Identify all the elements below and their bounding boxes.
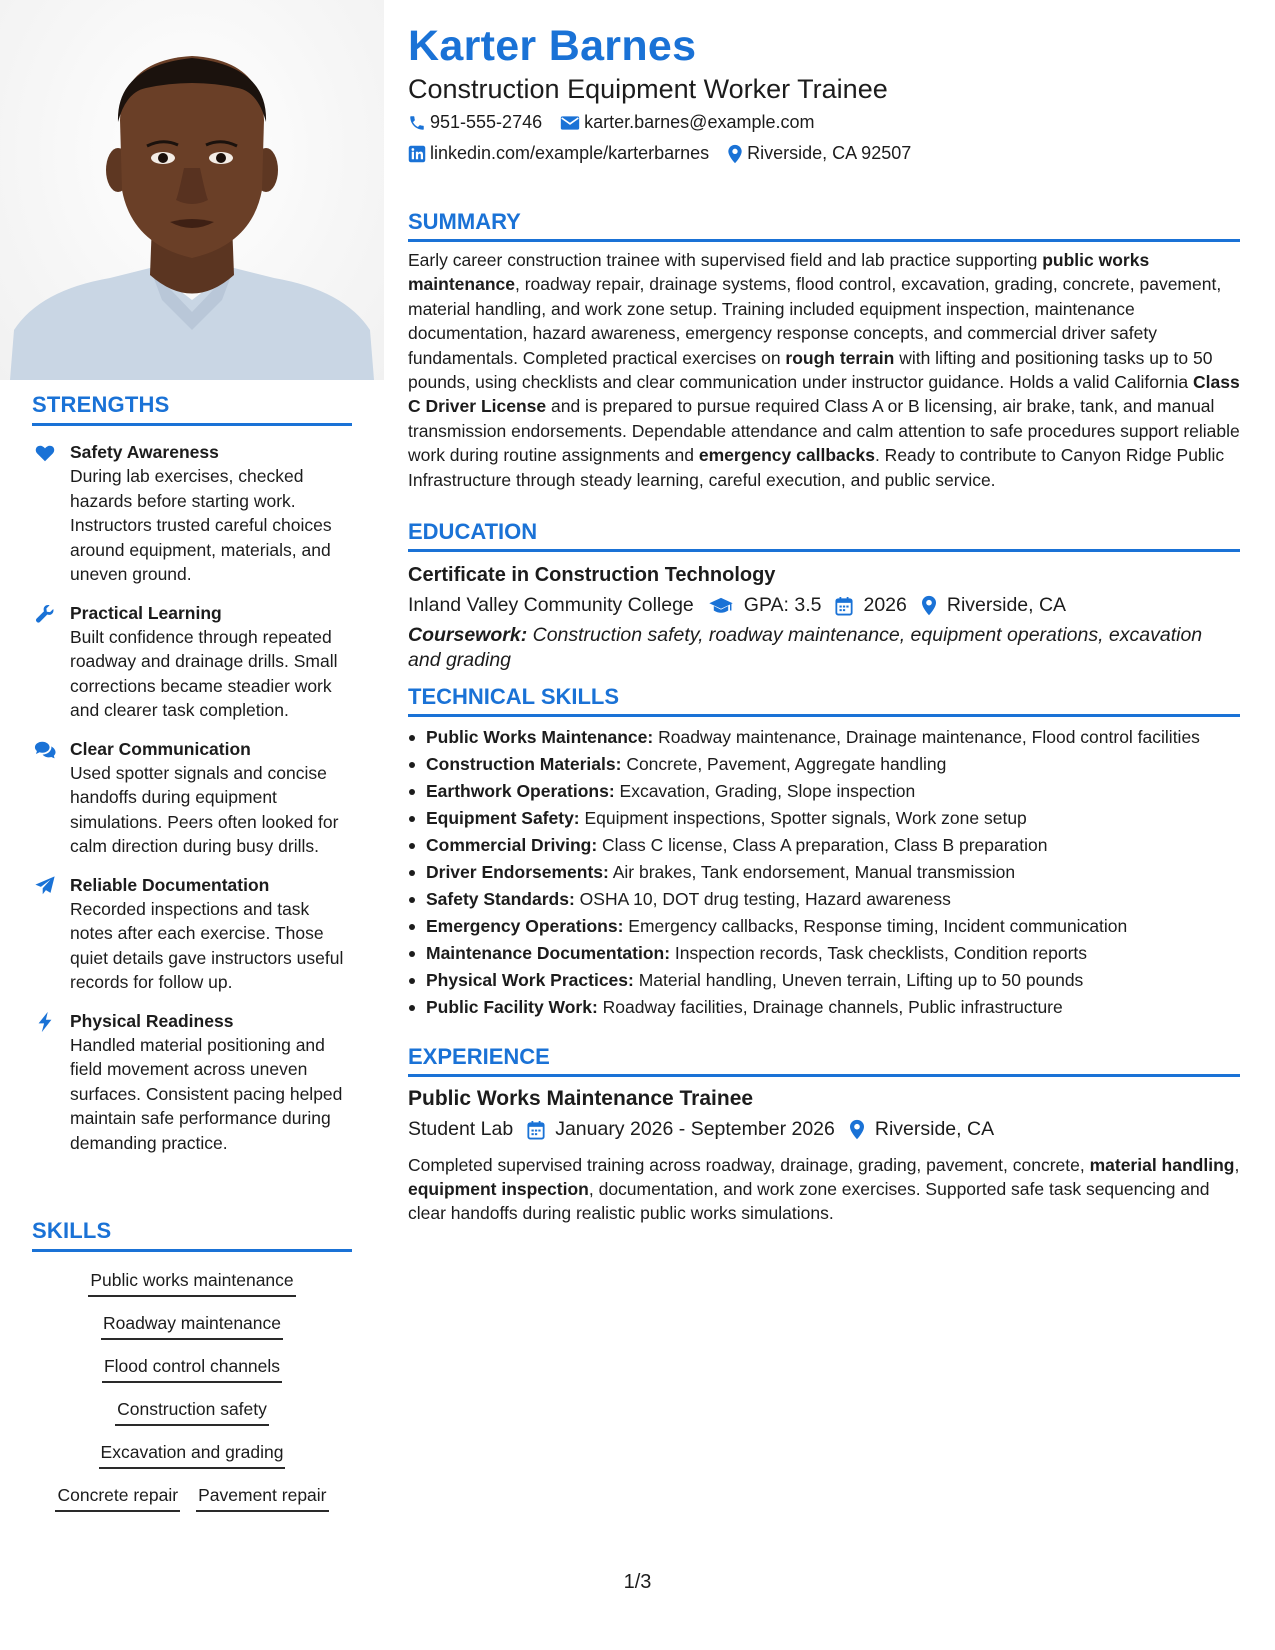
technical-skill-item xyxy=(408,860,1240,884)
graduation-year: 2026 xyxy=(863,594,907,616)
technical-skill-item xyxy=(408,806,1240,830)
skill-category: Equipment Safety: xyxy=(426,808,580,828)
strength-title: Clear Communication xyxy=(70,738,251,759)
summary-heading: SUMMARY xyxy=(408,209,1240,242)
skill-values: Excavation, Grading, Slope inspection xyxy=(614,781,916,801)
sidebar xyxy=(0,0,370,1650)
coursework-label: Coursework: xyxy=(408,624,528,646)
contact-row-1 xyxy=(408,112,832,133)
strengths-section xyxy=(32,392,352,1169)
technical-skill-item xyxy=(408,833,1240,857)
strength-item xyxy=(32,440,352,587)
location-pin-icon xyxy=(921,595,937,616)
strength-description: Handled material positioning and field movement across uneven surfaces. Consistent pacing helped maintain safe performance during demanding practice. xyxy=(70,1034,343,1153)
experience-section xyxy=(408,1044,1240,1225)
skill-category: Construction Materials: xyxy=(426,754,622,774)
wrench-icon xyxy=(34,603,56,625)
bold-phrase: rough terrain xyxy=(785,347,895,368)
experience-org: Student Lab xyxy=(408,1118,514,1140)
candidate-name: Karter Barnes xyxy=(408,22,697,70)
skill-values: Material handling, Uneven terrain, Lifting up to 50 pounds xyxy=(633,970,1084,990)
experience-heading: EXPERIENCE xyxy=(408,1044,1240,1077)
skill-category: Emergency Operations: xyxy=(426,916,624,936)
skill-tag: Excavation and grading xyxy=(99,1440,286,1469)
skill-values: Roadway facilities, Drainage channels, Public infrastructure xyxy=(597,997,1063,1017)
portrait-illustration xyxy=(0,0,384,380)
education-section xyxy=(408,519,1240,673)
skill-tag: Public works maintenance xyxy=(88,1268,295,1297)
bolt-icon xyxy=(34,1011,56,1033)
linkedin-link[interactable]: linkedin.com/example/karterbarnes xyxy=(430,143,710,163)
strengths-list xyxy=(32,440,352,1155)
experience-description xyxy=(408,1153,1240,1225)
skills-section xyxy=(32,1218,352,1526)
text-run: Early career construction trainee with supervised field and lab practice supporting xyxy=(408,250,1043,270)
technical-skills-list xyxy=(408,725,1240,1019)
summary-section xyxy=(408,209,1240,492)
text-run: , documentation, and work zone exercises. Supported safe task sequencing and clear handoffs during realistic public works simulations. xyxy=(408,1179,1210,1223)
skill-tag: Flood control channels xyxy=(102,1354,282,1383)
skill-values: Emergency callbacks, Response timing, Incident communication xyxy=(623,916,1128,936)
skill-tag: Roadway maintenance xyxy=(101,1311,283,1340)
paper-plane-icon xyxy=(34,875,56,897)
experience-location: Riverside, CA xyxy=(874,1118,995,1140)
skill-category: Commercial Driving: xyxy=(426,835,598,855)
graduation-cap-icon xyxy=(708,597,734,615)
summary-text xyxy=(408,248,1240,492)
strength-item xyxy=(32,737,352,859)
bold-phrase: material handling xyxy=(1089,1155,1235,1175)
envelope-icon xyxy=(560,115,580,131)
skill-values: Air brakes, Tank endorsement, Manual transmission xyxy=(608,862,1016,882)
strength-item xyxy=(32,1009,352,1156)
education-meta xyxy=(408,594,1240,617)
strength-description: Used spotter signals and concise handoffs during equipment simulations. Peers often looked for calm direction during busy drills. xyxy=(70,762,339,856)
degree-title: Certificate in Construction Technology xyxy=(408,564,776,586)
skill-category: Physical Work Practices: xyxy=(426,970,634,990)
text-run: , xyxy=(1234,1155,1240,1175)
strength-title: Safety Awareness xyxy=(70,442,219,462)
location-pin-icon xyxy=(727,144,743,164)
text-run: , roadway repair, drainage systems, flood control, excavation, grading, concrete, pavement, material handling, and work zone setup. Training included equipment inspection, maintenance documentation, hazard awareness, emergency response concepts, and commercial driver safety fundamentals. Completed practical exercises on xyxy=(408,274,1222,368)
technical-skill-item xyxy=(408,752,1240,776)
skill-category: Public Facility Work: xyxy=(426,997,598,1017)
strengths-heading: STRENGTHS xyxy=(32,392,352,426)
skill-values: Roadway maintenance, Drainage maintenance, Flood control facilities xyxy=(653,727,1200,747)
contact-row-2 xyxy=(408,143,929,164)
text-run: Completed supervised training across roadway, drainage, grading, pavement, concrete, xyxy=(408,1155,1090,1175)
skill-category: Safety Standards: xyxy=(426,889,575,909)
strength-item xyxy=(32,601,352,723)
skill-values: Concrete, Pavement, Aggregate handling xyxy=(621,754,947,774)
strength-description: During lab exercises, checked hazards before starting work. Instructors trusted careful choices around equipment, materials, and uneven ground. xyxy=(70,466,332,584)
technical-skill-item xyxy=(408,725,1240,749)
heart-icon xyxy=(34,442,56,464)
phone-icon xyxy=(408,114,426,132)
strength-description: Recorded inspections and task notes after each exercise. Those quiet details gave instructors useful records for follow up. xyxy=(70,898,344,992)
strength-title: Physical Readiness xyxy=(70,1010,234,1031)
technical-skill-item xyxy=(408,995,1240,1019)
skill-tag: Construction safety xyxy=(115,1397,269,1426)
skill-category: Maintenance Documentation: xyxy=(426,943,671,963)
technical-skill-item xyxy=(408,914,1240,938)
skill-tag: Concrete repair xyxy=(55,1483,180,1512)
technical-skill-item xyxy=(408,779,1240,803)
coursework-text: Construction safety, roadway maintenance, equipment operations, excavation and grading xyxy=(408,624,1203,671)
education-heading: EDUCATION xyxy=(408,519,1240,552)
comments-icon xyxy=(34,739,56,761)
technical-skills-section xyxy=(408,684,1240,1022)
location-pin-icon xyxy=(849,1119,865,1140)
skill-values: Equipment inspections, Spotter signals, Work zone setup xyxy=(579,808,1027,828)
technical-skill-item xyxy=(408,887,1240,911)
location-text: Riverside, CA 92507 xyxy=(747,143,912,163)
bold-phrase: Class C Driver License xyxy=(408,372,1240,417)
text-run: . Ready to contribute to Canyon Ridge Public Infrastructure through steady learning, careful execution, and public service. xyxy=(408,445,1225,490)
experience-title: Public Works Maintenance Trainee xyxy=(408,1087,754,1110)
email-address[interactable]: karter.barnes@example.com xyxy=(584,112,815,132)
text-run: and is prepared to pursue required Class A or B licensing, air brake, tank, and manual transmission endorsements. Dependable attendance and calm attention to safe procedures support reliable work during routine assignments and xyxy=(408,396,1240,466)
technical-skill-item xyxy=(408,968,1240,992)
skills-heading: SKILLS xyxy=(32,1218,352,1252)
coursework xyxy=(408,623,1240,673)
phone-number[interactable]: 951-555-2746 xyxy=(430,112,543,132)
text-run: with lifting and positioning tasks up to 50 pounds, using checklists and clear communication under instructor guidance. Holds a valid California xyxy=(408,347,1213,393)
skill-values: OSHA 10, DOT drug testing, Hazard awareness xyxy=(574,889,951,909)
skill-category: Public Works Maintenance: xyxy=(426,727,654,747)
technical-skill-item xyxy=(408,941,1240,965)
page-number: 1/3 xyxy=(623,1571,652,1593)
skill-tag: Pavement repair xyxy=(196,1483,328,1512)
profile-photo xyxy=(0,0,384,380)
calendar-icon xyxy=(835,596,853,616)
bold-phrase: equipment inspection xyxy=(408,1179,589,1199)
calendar-icon xyxy=(527,1120,545,1140)
skill-category: Earthwork Operations: xyxy=(426,781,615,801)
strength-title: Reliable Documentation xyxy=(70,874,270,895)
skill-values: Inspection records, Task checklists, Condition reports xyxy=(670,943,1088,963)
skill-values: Class C license, Class A preparation, Class B preparation xyxy=(597,835,1048,855)
skill-category: Driver Endorsements: xyxy=(426,862,609,882)
strength-title: Practical Learning xyxy=(70,602,222,623)
strength-item xyxy=(32,873,352,995)
technical-skills-heading: TECHNICAL SKILLS xyxy=(408,684,1240,717)
strength-description: Built confidence through repeated roadway and drainage drills. Small corrections became steadier work and clearer task completion. xyxy=(70,626,338,720)
job-title: Construction Equipment Worker Trainee xyxy=(408,74,888,104)
experience-dates: January 2026 - September 2026 xyxy=(555,1118,835,1140)
bold-phrase: emergency callbacks xyxy=(698,445,875,466)
school-location: Riverside, CA xyxy=(946,594,1067,616)
gpa: GPA: 3.5 xyxy=(743,594,822,616)
school-name: Inland Valley Community College xyxy=(408,594,694,616)
skills-list xyxy=(32,1268,352,1512)
bold-phrase: public works maintenance xyxy=(408,250,1150,295)
linkedin-icon xyxy=(408,145,426,163)
experience-meta xyxy=(408,1118,1240,1141)
